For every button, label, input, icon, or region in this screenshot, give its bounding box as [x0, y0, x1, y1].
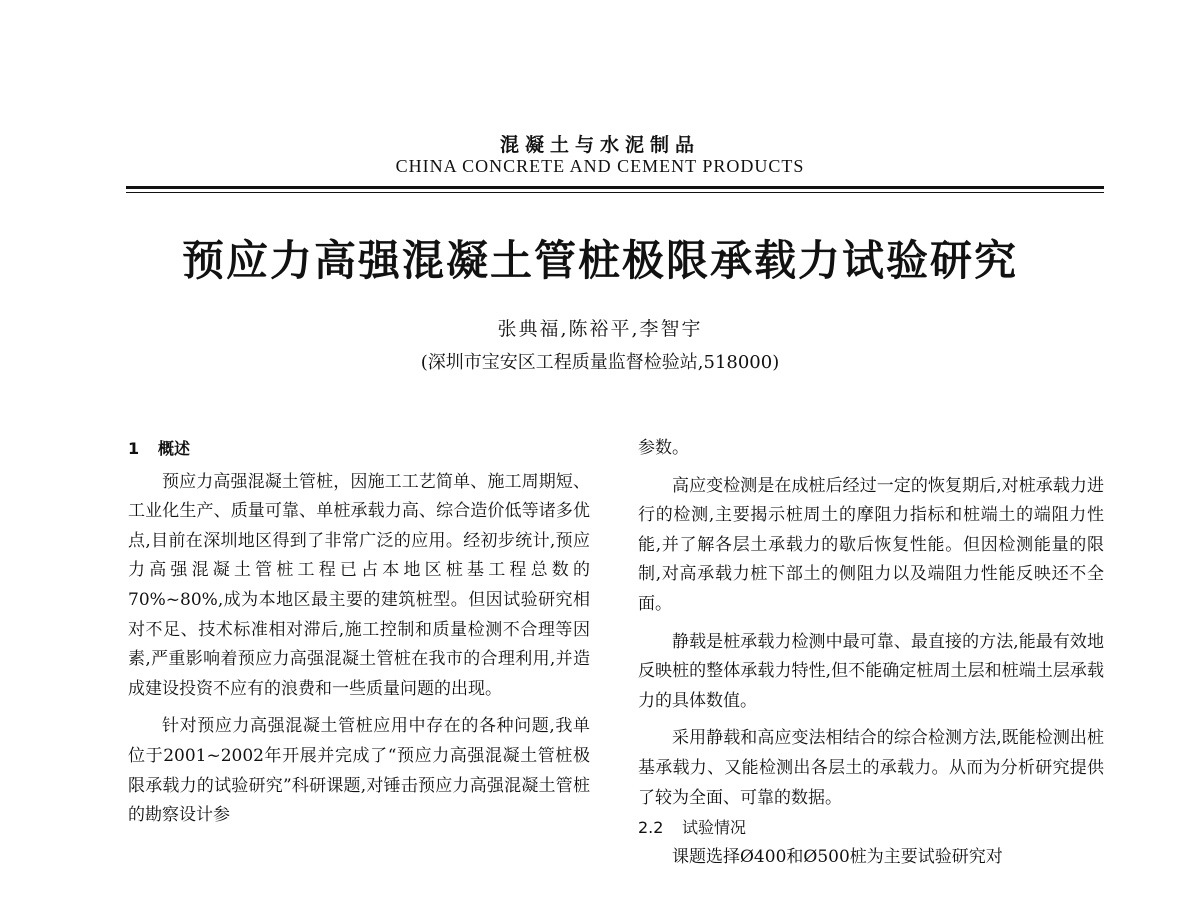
journal-name-en: CHINA CONCRETE AND CEMENT PRODUCTS	[395, 156, 805, 176]
header-rule-thick	[126, 186, 1104, 189]
right-paragraph-3: 采用静载和高应变法相结合的综合检测方法,既能检测出桩基承载力、又能检测出各层土的承载力。从而为分析研究提供了较为全面、可靠的数据。	[638, 728, 1104, 808]
section-1-number: 1	[128, 439, 140, 458]
right-continuation: 参数。	[638, 438, 689, 458]
journal-name-cn: 混凝土与水泥制品	[499, 134, 700, 156]
subsection-2-2-paragraph: 课题选择Ø400和Ø500桩为主要试验研究对	[672, 846, 1003, 867]
right-paragraph-1: 高应变检测是在成桩后经过一定的恢复期后,对桩承载力进行的检测,主要揭示桩周土的摩阻力指标和桩端土的端阻力性能,并了解各层土承载力的歇后恢复性能。但因检测能量的限制,对高承载力桩下部土的侧阻力以及端阻力性能反映还不全面。	[638, 475, 1104, 614]
subsection-2-2-number: 2.2	[638, 818, 664, 838]
article-title: 预应力高强混凝土管桩极限承载力试验研究	[181, 236, 1018, 285]
article-affiliation: (深圳市宝安区工程质量监督检验站,518000)	[420, 352, 780, 373]
right-column	[638, 434, 1104, 872]
article-authors: 张典福,陈裕平,李智宇	[497, 318, 703, 340]
subsection-2-2-title: 试验情况	[682, 818, 747, 838]
subsection-2-2-heading	[638, 813, 1104, 843]
section-1-paragraph-2: 针对预应力高强混凝土管桩应用中存在的各种问题,我单位于2001~2002年开展并完成了“预应力高强混凝土管桩极限承载力的试验研究”科研课题,对锤击预应力高强混凝土管桩的勘察设计参	[128, 716, 590, 826]
right-paragraph-2: 静载是桩承载力检测中最可靠、最直接的方法,能最有效地反映桩的整体承载力特性,但不能确定桩周土层和桩端土层承载力的具体数值。	[638, 631, 1104, 711]
header-rule-thin	[126, 192, 1104, 193]
section-1-title: 概述	[158, 439, 191, 458]
section-1-heading	[128, 434, 590, 464]
section-1-paragraph-1: 预应力高强混凝土管桩，因施工工艺简单、施工周期短、工业化生产、质量可靠、单桩承载力高、综合造价低等诸多优点,目前在深圳地区得到了非常广泛的应用。经初步统计,预应力高强混凝土管桩工程已占本地区桩基工程总数的70%~80%,成为本地区最主要的建筑桩型。但因试验研究相对不足、技术标准相对滞后,施工控制和质量检测不合理等因素,严重影响着预应力高强混凝土管桩在我市的合理利用,并造成建设投资不应有的浪费和一些质量问题的出现。	[128, 471, 590, 699]
left-column	[128, 434, 590, 831]
